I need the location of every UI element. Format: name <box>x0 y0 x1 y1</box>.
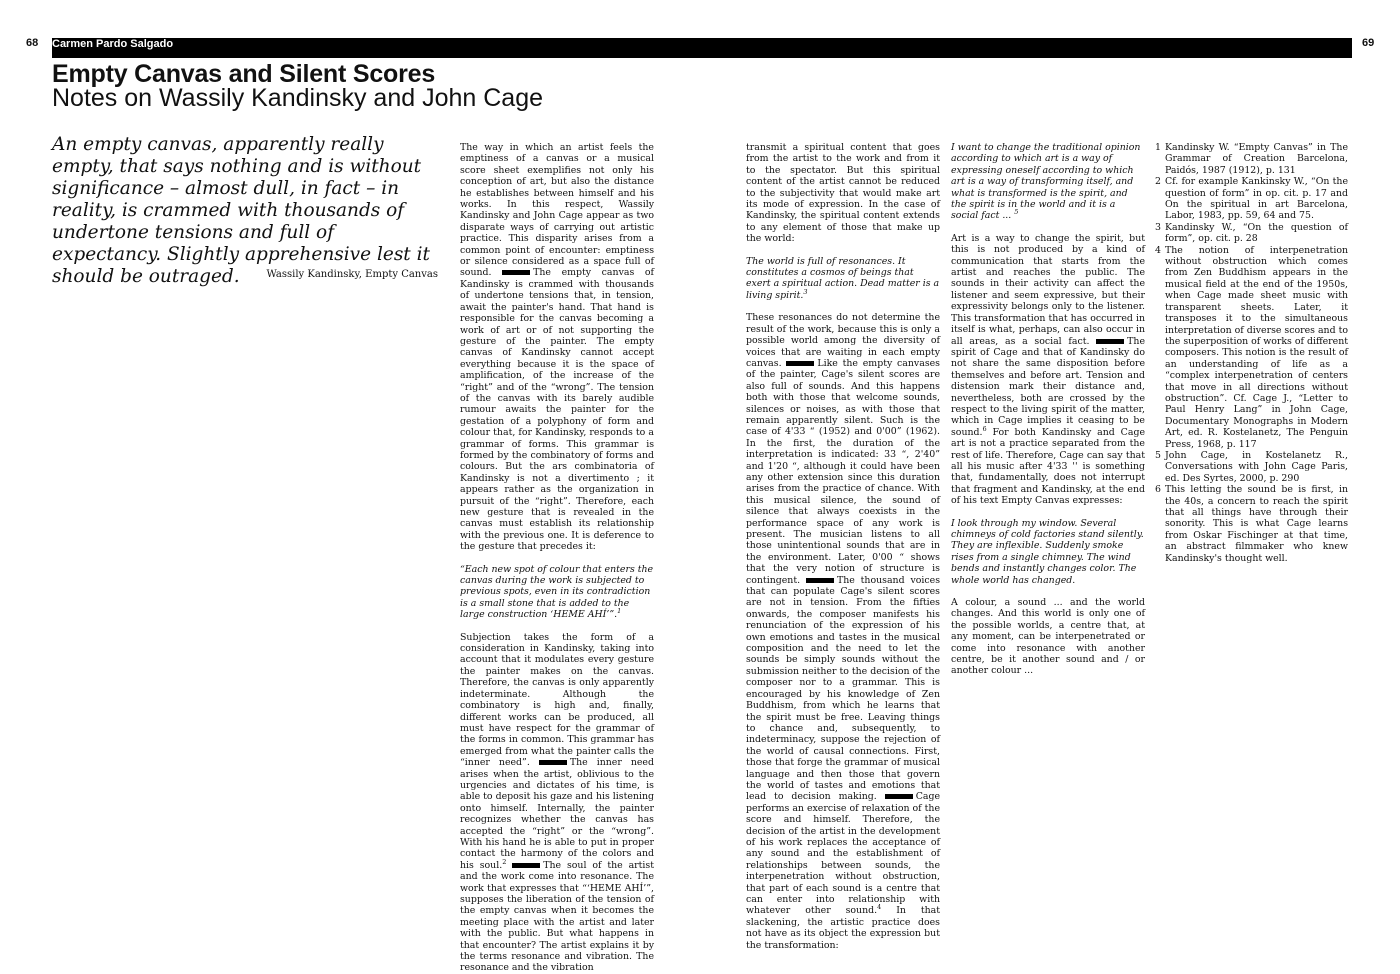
section-marker <box>539 760 567 765</box>
header-bar <box>52 38 1352 58</box>
epigraph-quote: An empty canvas, apparently really empty, that says nothing and is without significance – almost dull, in fact – in reality, is crammed with thousands of undertone tensions and full of expectancy. Slightly apprehensive lest it should be outraged. <box>52 134 430 287</box>
quote-paragraph: The world is full of resonances. It constitutes a cosmos of beings that exert a spiritual action. Dead matter is a living spirit.$^3$ <box>746 255 940 301</box>
footnotes-column <box>1155 142 1348 942</box>
body-paragraph: Subjection takes the form of a consideration in Kandinsky, taking into account that it modulates every gesture the painter makes on the canvas. Therefore, the canvas is only apparently indeterminate. Although the combinatory is high and, finally, different works can be produced, all must have respect for the grammar of the forms in common. This grammar has emerged from what the painter calls the “inner need”. The inner need arises when the artist, oblivious to the urgencies and dictates of his time, is able to deposit his gaze and his listening onto himself. Internally, the painter recognizes whether the canvas has accepted the “right” or the “wrong”. With his hand he is able to put in proper contact the harmony of the colors and his soul.$^2$ The soul of the artist and the work come into resonance. The work that expresses that “‘HEME AHÍ’”, supposes the liberation of the tension of the empty canvas when it becomes the meeting place with the artist and later with the public. But what happens in that encounter? The artist explains it by the terms resonance and vibration. The resonance and the vibration <box>460 631 654 974</box>
body-paragraph: The way in which an artist feels the emptiness of a canvas or a musical score sheet exemplifies not only his conception of art, but also the distance he establishes between himself and his works. In this respect, Wassily Kandinsky and John Cage appear as two disparate ways of carrying out artistic practice. This disparity arises from a common point of encounter: emptiness or silence considered as a space full of sound. The empty canvas of Kandinsky is crammed with thousands of undertone tensions that, in tension, await the painter's hand. That hand is responsible for the canvas becoming a work of art or of not supporting the gesture of the painter. The empty canvas of Kandinsky cannot accept everything because it is the space of amplification, of the increase of the “right” and of the “wrong”. The tension of the canvas with its barely audible rumour awaits the painter for the gestation of a polyphony of form and colour that, for Kandinsky, responds to a grammar of forms. This grammar is formed by the combinatory of forms and colours. But the ars combinatoria of Kandinsky is not a divertimento ; it appears rather as the organization in pursuit of the “right”. Therefore, each new gesture that is revealed in the canvas must establish its relationship with the previous one. It is deference to the gesture that precedes it: <box>460 142 654 553</box>
body-paragraph: A colour, a sound ... and the world changes. And this world is only one of the possible worlds, a centre that, at any moment, can be interpenetrated or come into resonance with another centre, be it another sound and / or another colour ... <box>951 597 1145 677</box>
page-number-left: 68 <box>26 37 39 49</box>
quote-paragraph: I want to change the traditional opinion according to which art is a way of expressing oneself according to which art is a way of transforming itself, and what is transformed is the spirit, and the spirit is in the world and it is a social fact ... $^5$ <box>951 142 1141 222</box>
footnote: 2 Cf. for example Kankinsky W., “On the question of form” in op. cit. p. 17 and On the spiritual in art Barcelona, Labor, 1983, pp. 59, 64 and 75. <box>1155 176 1348 222</box>
page-number-right: 69 <box>1362 37 1375 49</box>
footnote: 6 This letting the sound be is first, in the 40s, a concern to reach the spirit that all things have through their sonority. This is what Cage learns from Oskar Fischinger at that time, an abstract filmmaker who knew Kandinsky's thought well. <box>1155 484 1348 564</box>
author-name: Carmen Pardo Salgado <box>52 38 174 50</box>
footnote: 4 The notion of interpenetration without obstruction which comes from Zen Buddhism appears in the musical field at the end of the 1950s, when Cage made sheet music with transparent sheets. Later, it transposes it to the simultaneous interpretation of diverse scores and to the superposition of works of different composers. This notion is the result of an understanding of life as a “complex interpenetration of centers that move in all directions without obstruction”. Cf. Cage J., “Letter to Paul Henry Lang” in John Cage, Documentary Monographs in Modern Art, ed. R. Kostelanetz, The Penguin Press, 1968, p. 117 <box>1155 244 1348 450</box>
footnote-ref: 5 <box>1014 208 1019 217</box>
epigraph-attribution: Wassily Kandinsky, Empty Canvas <box>266 269 438 280</box>
footnote: 5 John Cage, in Kostelanetz R., Conversations with John Cage Paris, ed. Des Syrtes, 2000, p. 290 <box>1155 449 1348 484</box>
section-marker <box>502 270 530 275</box>
body-column-3 <box>951 142 1145 942</box>
footnote-ref: 4 <box>877 903 882 912</box>
footnote-ref: 6 <box>982 424 987 433</box>
quote-paragraph: “Each new spot of colour that enters the canvas during the work is subjected to previous spots, even in its contradiction is a small stone that is added to the large construction ‘HEME AHÍ’”.$^1$ <box>460 563 654 621</box>
body-paragraph: These resonances do not determine the result of the work, because this is only a possible world among the diversity of voices that are waiting in each empty canvas. Like the empty canvases of the painter, Cage's silent scores are also full of sounds. And this happens both with those that welcome sounds, silences or noises, as with those that remain apparently silent. Such is the case of 4'33 “ (1952) and 0'00” (1962). In the first, the duration of the interpretation is indicated: 33 “, 2'40” and 1'20 “, although it could have been any other extension since this duration arises from the practice of chance. With this musical silence, the sound of silence that always coexists in the performance space of any work is present. The musician listens to all those unintentional sounds that are in the environment. Later, 0'00 “ shows that the very notion of structure is contingent. The thousand voices that can populate Cage's silent scores are not in tension. From the fifties onwards, the composer manifests his renunciation of the expression of his own emotions and tastes in the musical composition and the need to let the sounds be simply sounds without the submission neither to the decision of the composer nor to a grammar. This is encouraged by his knowledge of Zen Buddhism, from which he learns that the spirit must be free. Leaving things to chance and, subsequently, to indeterminacy, suppose the rejection of the world of causal connections. First, those that forge the grammar of musical language and then those that govern the world of tastes and emotions that lead to decision making. Cage performs an exercise of relaxation of the score and himself. Therefore, the decision of the artist in the development of his work replaces the acceptance of any sound and the establishment of relationships between sounds, the interpenetration without obstruction, that part of each sound is a centre that can enter into relationship with whatever other sound.$^4$ In that slackening, the artistic practice does not have as its object the expression but the transformation: <box>746 312 941 951</box>
section-marker <box>1096 339 1124 344</box>
article-title: Empty Canvas and Silent Scores <box>52 60 436 88</box>
section-marker <box>786 361 814 366</box>
section-marker <box>512 863 540 868</box>
body-column-2 <box>746 142 941 951</box>
article-subtitle: Notes on Wassily Kandinsky and John Cage <box>52 84 544 112</box>
section-marker <box>806 578 834 583</box>
body-paragraph: transmit a spiritual content that goes from the artist to the work and from it to the spectator. But this spiritual content of the artist cannot be reduced to the subjectivity that would make art its mode of expression. In the case of Kandinsky, the spiritual content extends to any element of those that make up the world: <box>746 142 940 245</box>
footnote-ref: 1 <box>617 607 622 616</box>
footnote: 1 Kandinsky W. “Empty Canvas” in The Grammar of Creation Barcelona, Paidós, 1987 (1912), p. 131 <box>1155 142 1348 176</box>
footnote-ref: 2 <box>502 857 507 866</box>
body-column-1 <box>460 142 654 974</box>
quote-paragraph: I look through my window. Several chimneys of cold factories stand silently. They are inflexible. Suddenly smoke rises from a single chimney. The wind bends and instantly changes color. The whole world has changed. <box>951 517 1144 586</box>
body-paragraph: Art is a way to change the spirit, but this is not produced by a kind of communication that starts from the artist and reaches the public. The sounds in their activity can affect the listener and seem expressive, but their expressivity belongs only to the listener. This transformation that has occurred in itself is what, perhaps, can also occur in all areas, as a social fact. The spirit of Cage and that of Kandinsky do not share the same disposition before themselves and before art. Tension and distension mark their distance and, nevertheless, both are crossed by the respect to the living spirit of the matter, which in Cage implies it ceasing to be sound.$^6$ For both Kandinsky and Cage art is not a practice separated from the rest of life. Therefore, Cage can say that all his music after 4'33 '' is something that, fundamentally, does not interrupt that fragment and Kandinsky, at the end of his text Empty Canvas expresses: <box>951 232 1146 507</box>
footnote: 3 Kandinsky W., “On the question of form”, op. cit. p. 28 <box>1155 221 1348 245</box>
footnote-ref: 3 <box>803 287 808 296</box>
section-marker <box>885 794 913 799</box>
